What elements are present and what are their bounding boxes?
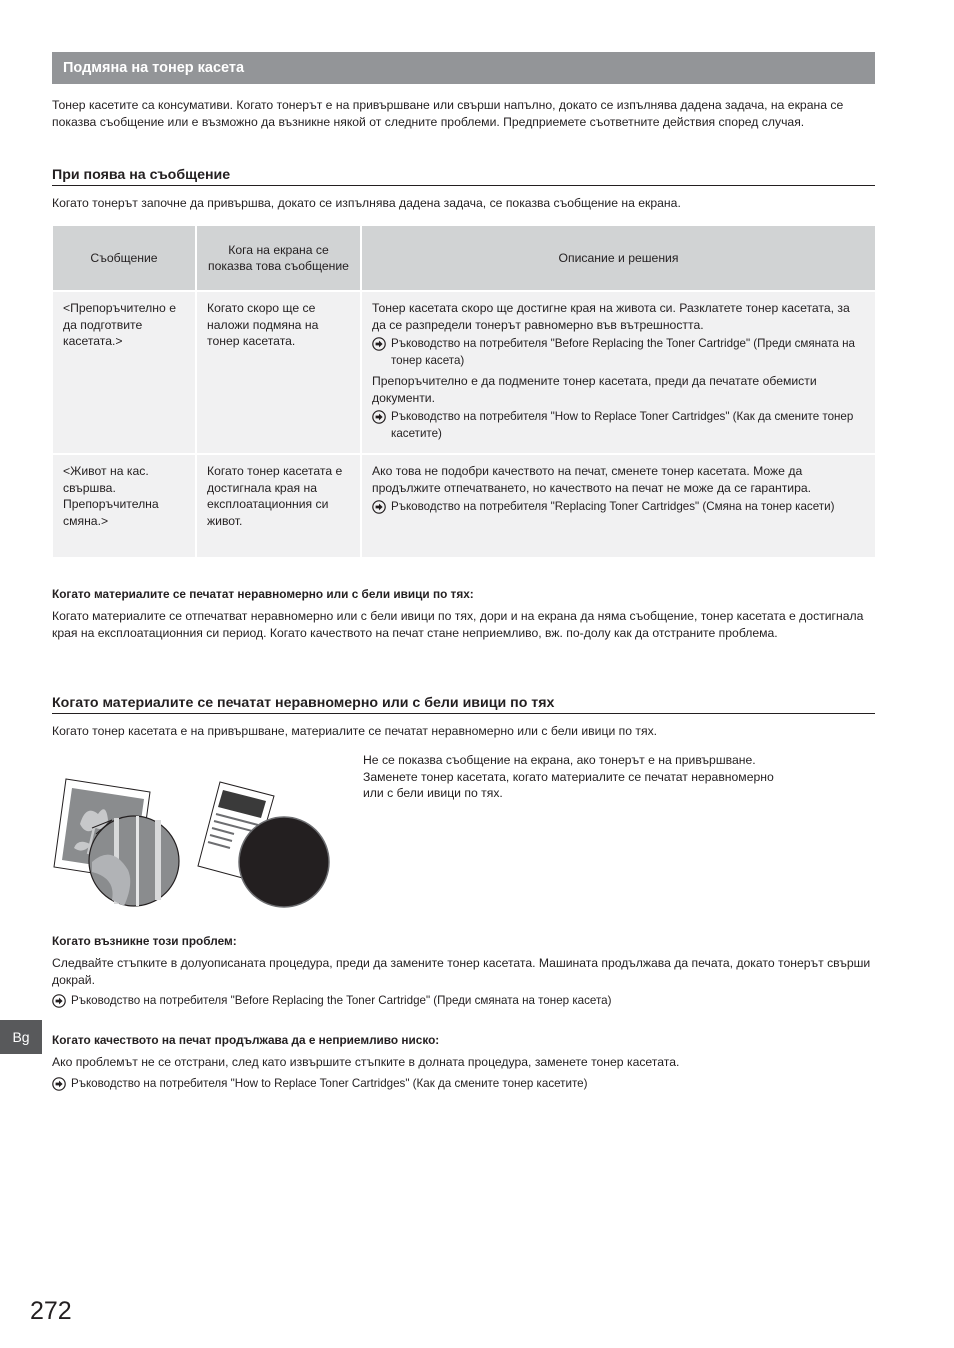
reference-text: Ръководство на потребителя "Before Replacing the Toner Cartridge" (Преди смяната на тонер касета) [71, 994, 612, 1007]
cell-message: <Живот на кас. свършва. Препоръчителна смяна.> [53, 454, 196, 558]
cell-description [361, 454, 875, 558]
uneven-print-text: Когато материалите се отпечатват неравномерно или с бели ивици по тях, дори и на екрана да няма съобщение, тонер касетата е достигнала края на експлоатационния си период. Когато качеството на печат стане неприемливо, вж. по-долу как да отстраните проблема. [52, 609, 864, 640]
cell-description [361, 291, 875, 454]
description-text: Ако това не подобри качеството на печат, сменете тонер касетата. Може да продължите отпечатването, но качеството на печат не може да се гарантира. [372, 464, 812, 495]
arrow-circle-icon [372, 337, 386, 351]
page-title: Подмяна на тонер касета [63, 60, 245, 76]
section-intro-message: Когато тонерът започне да привършва, докато се изпълнява дадена задача, се показва съобщение на екрана. [52, 196, 681, 210]
reference-text: Ръководство на потребителя "Replacing Toner Cartridges" (Смяна на тонер касети) [391, 500, 835, 513]
col-header-message: Съобщение [53, 226, 196, 291]
arrow-circle-icon [52, 1077, 66, 1091]
message-table [53, 226, 875, 559]
image-note: Не се показва съобщение на екрана, ако тонерът е на привършване. Заменете тонер касетата, когато материалите се печатат неравномерно или с бели ивици по тях. [363, 753, 774, 800]
subheading-uneven-print: Когато материалите се печатат неравномерно или с бели ивици по тях: [52, 587, 474, 601]
arrow-circle-icon [372, 410, 386, 424]
manual-reference[interactable] [52, 1076, 875, 1093]
page-title-banner [52, 52, 875, 84]
section-heading-uneven-print: Когато материалите се печатат неравномерно или с бели ивици по тях [52, 694, 875, 714]
magnified-document-circle [239, 817, 329, 907]
description-text: Препоръчително е да подмените тонер касетата, преди да печатате обемисти документи. [372, 374, 817, 405]
cell-message: <Препоръчително е да подготвите касетата.> [53, 291, 196, 454]
manual-reference[interactable] [52, 993, 875, 1010]
section-intro-uneven-print: Когато тонер касетата е на привършване, материалите се печатат неравномерно или с бели ивици по тях. [52, 724, 658, 738]
page-number: 272 [30, 1297, 72, 1325]
intro-text: Тонер касетите са консумативи. Когато тонерът е на привършване или свърши напълно, докато се изпълнява дадена задача, на екрана се показва съобщение или е възможно да възникне някой от следните проблеми. Предприемете съответните действия според случая. [52, 98, 844, 129]
problem-text: Следвайте стъпките в долуописаната процедура, преди да замените тонер касетата. Машината продължава да печата, докато тонерът свърши докрай. [52, 956, 871, 987]
language-tab: Bg [0, 1020, 42, 1054]
arrow-circle-icon [52, 994, 66, 1008]
reference-text: Ръководство на потребителя "Before Replacing the Toner Cartridge" (Преди смяната на тонер касета) [391, 337, 855, 367]
reference-text: Ръководство на потребителя "How to Replace Toner Cartridges" (Как да смените тонер касетите) [71, 1077, 588, 1090]
description-text: Тонер касетата скоро ще достигне края на живота си. Разклатете тонер касетата, за да се разпредели тонерът равномерно във вътрешността. [372, 301, 850, 332]
manual-reference[interactable] [372, 409, 865, 442]
table-header-row [53, 226, 875, 291]
table-row [53, 454, 875, 558]
magnified-photo-circle [89, 816, 179, 906]
reference-text: Ръководство на потребителя "How to Replace Toner Cartridges" (Как да смените тонер касетите) [391, 410, 854, 440]
cell-when: Когато тонер касетата е достигнала края на експлоатационния си живот. [196, 454, 361, 558]
cell-when: Когато скоро ще се наложи подмяна на тонер касетата. [196, 291, 361, 454]
table-row [53, 291, 875, 454]
subheading-problem: Когато възникне този проблем: [52, 934, 237, 948]
manual-reference[interactable] [372, 499, 865, 516]
col-header-when: Кога на екрана се показва това съобщение [196, 226, 361, 291]
print-sample-illustration [52, 774, 332, 910]
col-header-description: Описание и решения [361, 226, 875, 291]
arrow-circle-icon [372, 500, 386, 514]
subheading-quality: Когато качеството на печат продължава да е неприемливо ниско: [52, 1033, 440, 1047]
quality-text: Ако проблемът не се отстрани, след като извършите стъпките в долната процедура, заменете тонер касетата. [52, 1055, 680, 1069]
manual-reference[interactable] [372, 336, 865, 369]
section-heading-message: При поява на съобщение [52, 166, 875, 186]
